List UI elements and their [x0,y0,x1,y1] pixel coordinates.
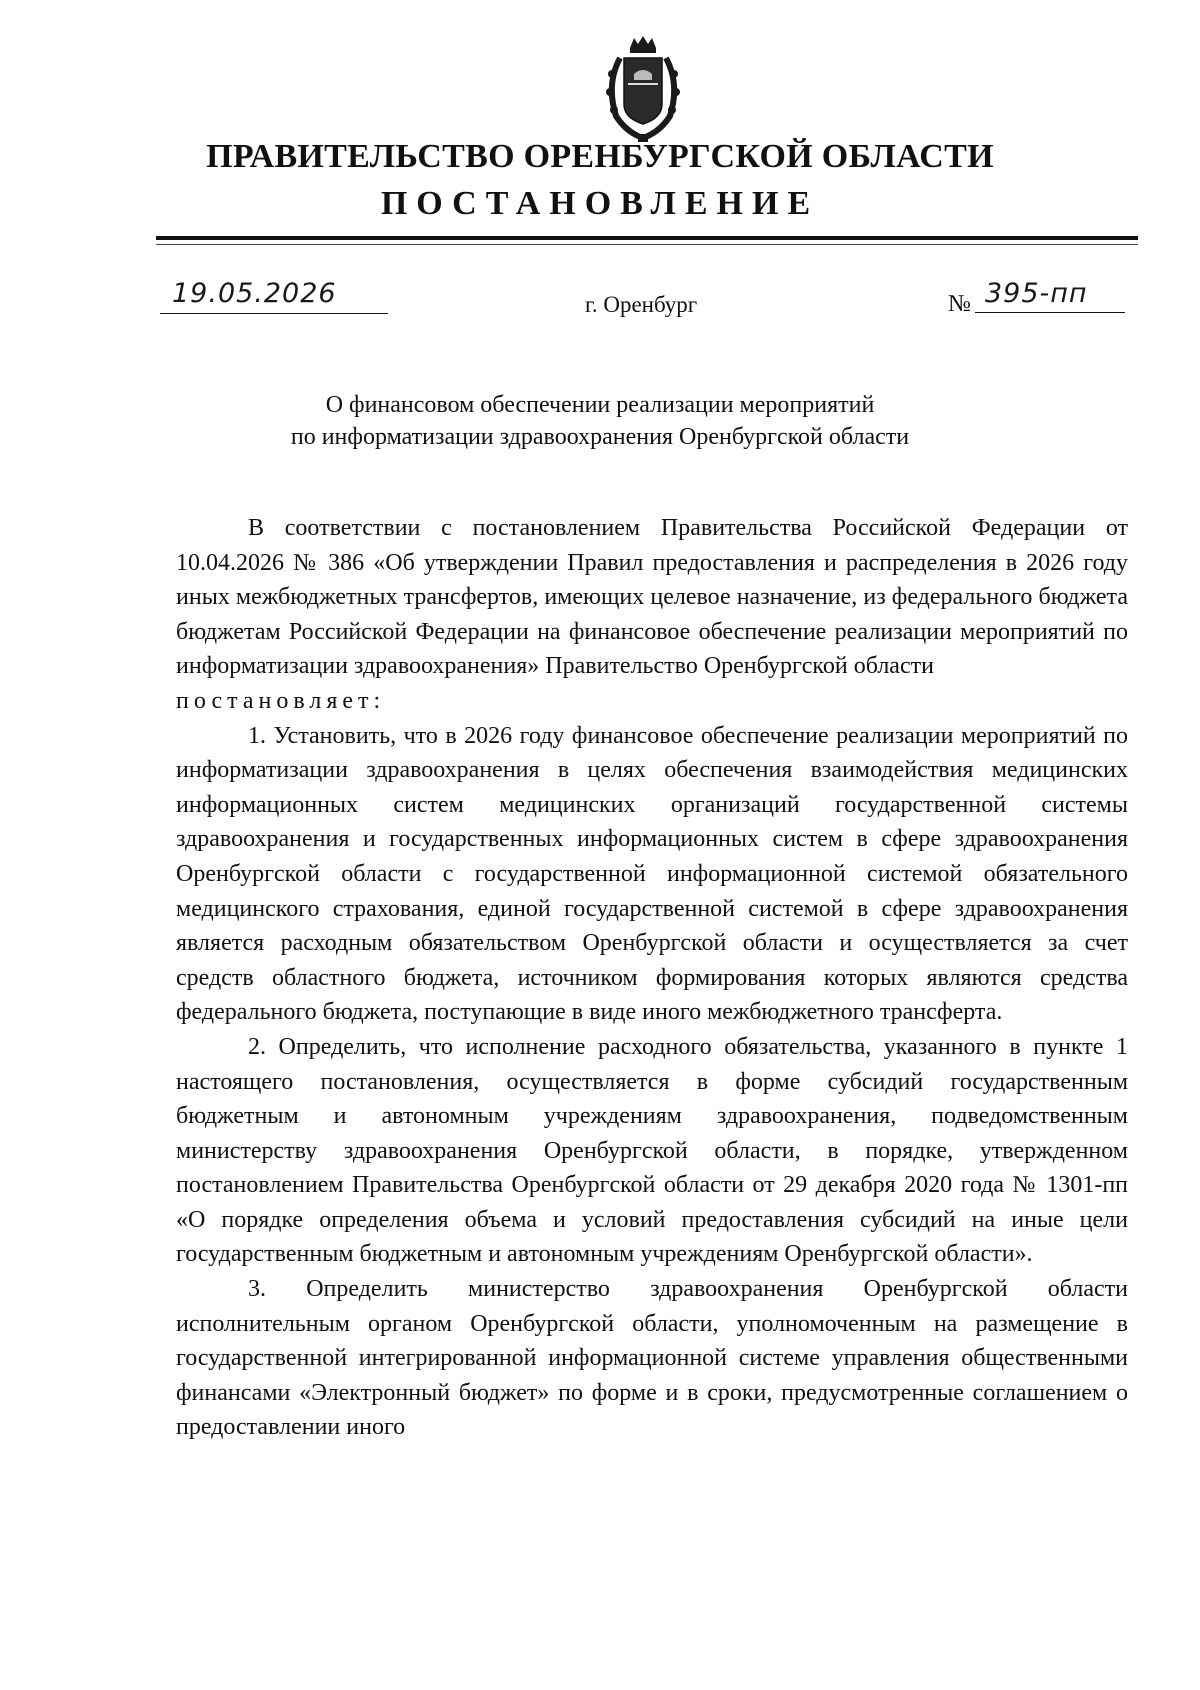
clause-2: 2. Определить, что исполнение расходного обязательства, указанного в пункте 1 настоящего постановления, осуществляется в форме субсидий государственным бюджетным и автономным учреждениям здравоохранения, подведомственным министерству здравоохранения Оренбургской области, в порядке, утвержденном постановлением Правительства Оренбургской области от 29 декабря 2020 года № 1301-пп «О порядке определения объема и условий предоставления субсидий на иные цели государственным бюджетным и автономным учреждениям Оренбургской области». [176,1033,1128,1268]
coat-of-arms-icon [600,34,686,144]
preamble-paragraph: В соответствии с постановлением Правительства Российской Федерации от 10.04.2026 № 386 «Об утверждении Правил предоставления и распределения в 2026 году иных межбюджетных трансфертов, имеющих целевое назначение, из федерального бюджета бюджетам Российской Федерации на финансовое обеспечение реализации мероприятий по информатизации здравоохранения» Правительство Оренбургской области [176,515,1128,680]
document-subject [0,389,1200,453]
resolves-word: постановляет: [176,687,386,714]
handwritten-number: 395-пп [985,278,1088,309]
subject-line-1: О финансовом обеспечении реализации мероприятий [325,392,875,418]
header-rule-thin [156,244,1138,245]
clause-1: 1. Установить, что в 2026 году финансовое обеспечение реализации мероприятий по информатизации здравоохранения в целях обеспечения взаимодействия медицинских информационных систем медицинских организаций государственной системы здравоохранения и государственных информационных систем в сфере здравоохранения Оренбургской области с государственной информационной системой обязательного медицинского страхования, единой государственной системой в сфере здравоохранения является расходным обязательством Оренбургской области и осуществляется за счет средств областного бюджета, источником формирования которых являются средства федерального бюджета, поступающие в виде иного межбюджетного трансферта. [176,722,1128,1026]
document-body [176,511,1128,1445]
document-type-title: ПОСТАНОВЛЕНИЕ [380,185,820,222]
handwritten-date: 19.05.2026 [172,278,337,309]
number-label: № [948,291,971,317]
date-underline [160,313,388,314]
organization-title: ПРАВИТЕЛЬСТВО ОРЕНБУРГСКОЙ ОБЛАСТИ [206,138,994,175]
subject-line-2: по информатизации здравоохранения Оренбургской области [290,424,910,450]
city-label: г. Оренбург [585,292,698,317]
number-underline [975,312,1125,313]
header-rule-thick [156,236,1138,240]
clause-3: 3. Определить министерство здравоохранения Оренбургской области исполнительным органом Оренбургской области, уполномоченным на размещение в государственной интегрированной информационной системе управления общественными финансами «Электронный бюджет» по форме и в сроки, предусмотренные соглашением о предоставлении иного [176,1276,1128,1441]
